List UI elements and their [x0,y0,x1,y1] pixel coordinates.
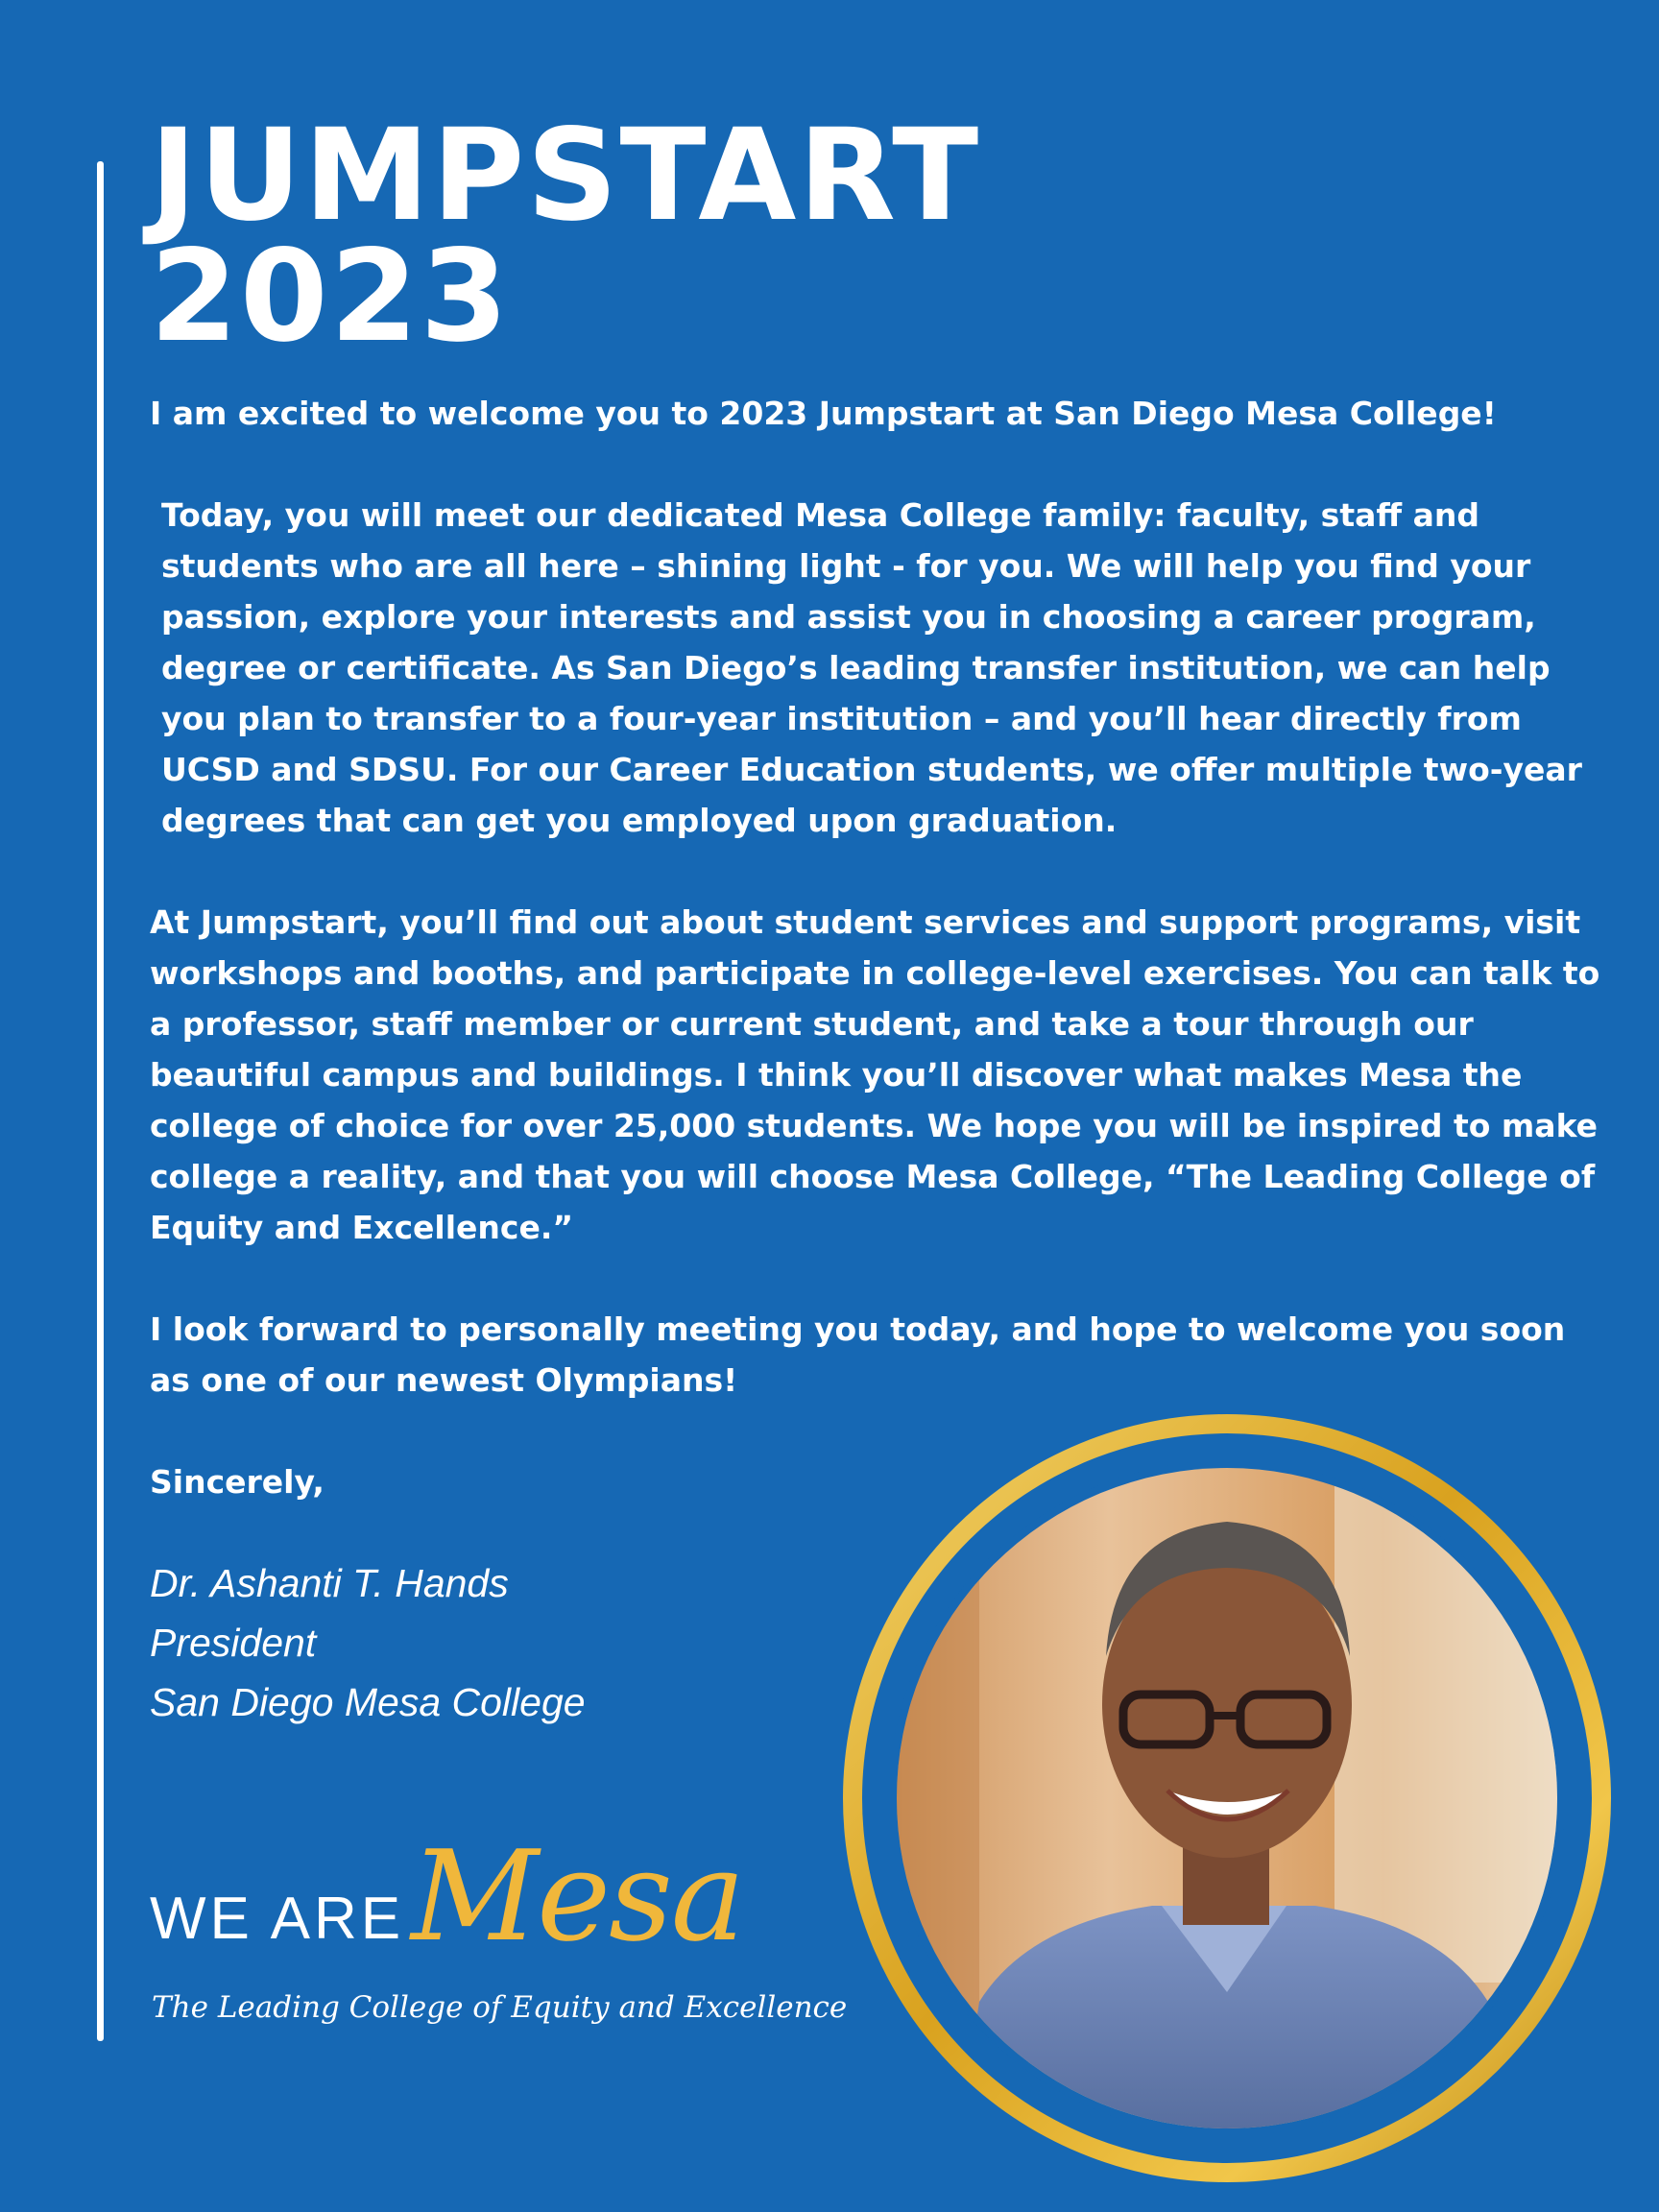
logo-we-are-text: WE ARE [150,1886,405,1952]
vertical-accent-line [97,161,104,2041]
title-line-2: 2023 [150,223,511,371]
letter-body [150,388,1609,1507]
signer-role: President [150,1621,317,1665]
logo-mesa-script: Mesa [411,1823,744,1969]
page-title [150,102,981,371]
paragraph-1: Today, you will meet our dedicated Mesa College family: faculty, staff and students who are all here – shining light - for you. We will help you find your passion, explore your interests and assist you in choosing a career program, degree or certificate. As San Diego’s leading transfer institution, we can help you plan to transfer to a four-year institution – and you’ll hear directly from UCSD and SDSU. For our Career Education students, we offer multiple two-year degrees that can get you employed upon graduation. [161,496,1582,839]
signer-org: San Diego Mesa College [150,1680,586,1724]
we-are-mesa-logo [150,1823,848,2059]
logo-tagline: The Leading College of Equity and Excellence [152,1990,848,2025]
title-line-1: JUMPSTART [150,102,981,250]
closing: Sincerely, [150,1463,325,1501]
paragraph-3: I look forward to personally meeting you today, and hope to welcome you soon as one of our newest Olympians! [150,1310,1566,1399]
signature-block [150,1553,586,1732]
portrait-photo [835,1407,1619,2190]
signer-name: Dr. Ashanti T. Hands [150,1561,509,1605]
president-portrait [835,1407,1619,2190]
intro-paragraph: I am excited to welcome you to 2023 Jumpstart at San Diego Mesa College! [150,395,1497,432]
paragraph-2: At Jumpstart, you’ll find out about student services and support programs, visit workshops and booths, and participate in college-level exercises. You can talk to a professor, staff member or current student, and take a tour through our beautiful campus and buildings. I think you’ll discover what makes Mesa the college of choice for over 25,000 students. We hope you will be inspired to make college a reality, and that you will choose Mesa College, “The Leading College of Equity and Excellence.” [150,903,1600,1246]
